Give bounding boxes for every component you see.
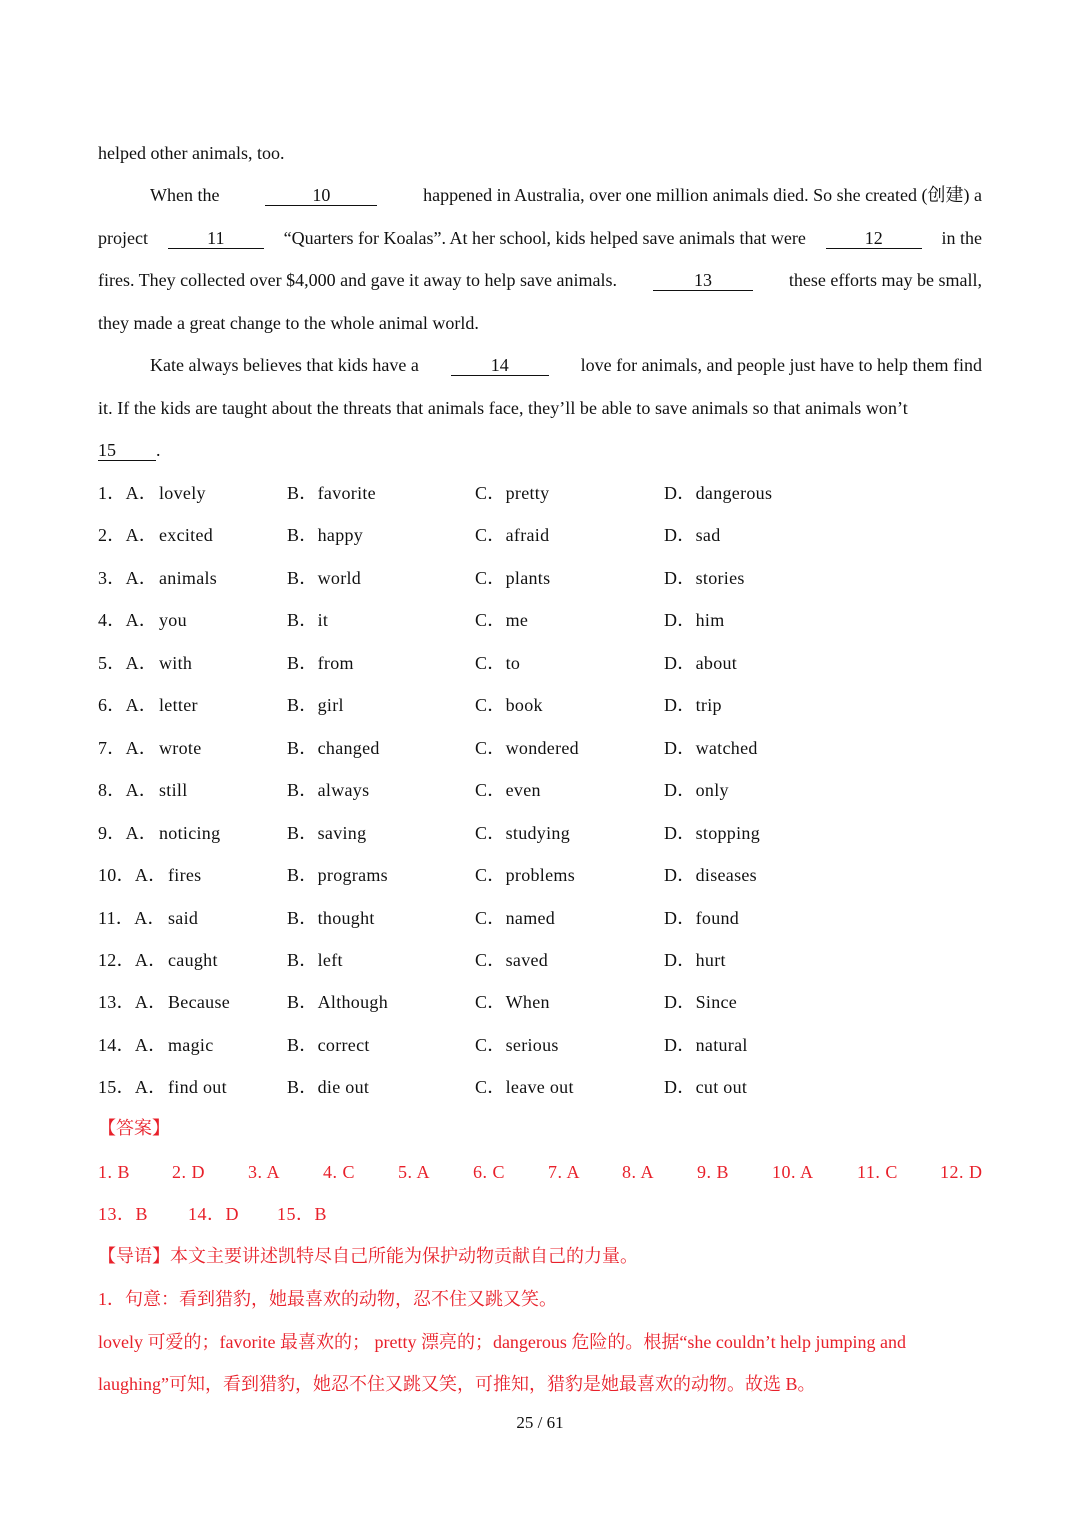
option-d: D．dangerous bbox=[664, 483, 773, 503]
answer-item: 12. D bbox=[940, 1162, 983, 1182]
option-b: B．changed bbox=[287, 738, 380, 758]
option-number: 8．A． bbox=[98, 780, 158, 800]
answer-item: 11. C bbox=[857, 1162, 898, 1182]
option-b: B．programs bbox=[287, 865, 388, 885]
option-c: C．saved bbox=[475, 950, 549, 970]
answer-item: 3. A bbox=[248, 1162, 281, 1182]
option-d: D．natural bbox=[664, 1035, 748, 1055]
option-a: Because bbox=[168, 992, 231, 1012]
option-number: 9．A． bbox=[98, 823, 158, 843]
option-c: C．plants bbox=[475, 568, 551, 588]
option-a: animals bbox=[159, 568, 218, 588]
option-row bbox=[98, 608, 898, 632]
answer-row-1 bbox=[98, 1160, 982, 1184]
option-number: 7．A． bbox=[98, 738, 158, 758]
option-c: C．book bbox=[475, 695, 543, 715]
explanation-q1-detail: laughing”可知，看到猎豹，她忍不住又跳又笑，可推知，猎豹是她最喜欢的动物。故选 B。 bbox=[98, 1374, 816, 1394]
answer-item: 14．D bbox=[188, 1204, 239, 1224]
blank-12: 12 bbox=[826, 228, 922, 249]
option-number: 12．A． bbox=[98, 950, 167, 970]
answer-heading: 【答案】 bbox=[98, 1118, 170, 1138]
blank-13: 13 bbox=[653, 270, 753, 291]
option-b: B．correct bbox=[287, 1035, 370, 1055]
answer-item: 8. A bbox=[622, 1162, 655, 1182]
option-c: C．even bbox=[475, 780, 541, 800]
option-row bbox=[98, 1033, 898, 1057]
option-d: D．cut out bbox=[664, 1077, 748, 1097]
explanation-q1: 1．句意：看到猎豹，她最喜欢的动物，忍不住又跳又笑。 bbox=[98, 1289, 557, 1309]
answer-item: 1. B bbox=[98, 1162, 131, 1182]
option-d: D．stories bbox=[664, 568, 745, 588]
option-row bbox=[98, 651, 898, 675]
option-number: 14．A． bbox=[98, 1035, 167, 1055]
option-a: letter bbox=[159, 695, 198, 715]
option-d: D．trip bbox=[664, 695, 722, 715]
option-row bbox=[98, 948, 898, 972]
passage-line: it. If the kids are taught about the threats that animals face, they’ll be able to save animals so that animals won’t bbox=[98, 398, 908, 418]
option-c: C．studying bbox=[475, 823, 571, 843]
answer-item: 9. B bbox=[697, 1162, 730, 1182]
option-c: C．wondered bbox=[475, 738, 579, 758]
option-d: D．Since bbox=[664, 992, 738, 1012]
option-d: D．stopping bbox=[664, 823, 761, 843]
option-number: 5．A． bbox=[98, 653, 158, 673]
option-b: B．Although bbox=[287, 992, 389, 1012]
option-c: C．pretty bbox=[475, 483, 550, 503]
blank-11: 11 bbox=[168, 228, 264, 249]
answer-item: 4. C bbox=[323, 1162, 356, 1182]
blank-15: 15 bbox=[98, 440, 156, 461]
option-row bbox=[98, 481, 898, 505]
option-b: B．happy bbox=[287, 525, 364, 545]
option-a: excited bbox=[159, 525, 214, 545]
option-number: 3．A． bbox=[98, 568, 158, 588]
option-number: 10．A． bbox=[98, 865, 167, 885]
option-c: C．serious bbox=[475, 1035, 559, 1055]
option-number: 1．A． bbox=[98, 483, 158, 503]
option-b: B．die out bbox=[287, 1077, 370, 1097]
passage-line: project 11 “Quarters for Koalas”. At her school, kids helped save animals that were 12 in the bbox=[98, 228, 982, 248]
option-b: B．favorite bbox=[287, 483, 376, 503]
passage-line: helped other animals, too. bbox=[98, 143, 285, 163]
option-d: D．watched bbox=[664, 738, 758, 758]
option-row bbox=[98, 863, 898, 887]
answer-item: 5. A bbox=[398, 1162, 431, 1182]
option-a: noticing bbox=[159, 823, 221, 843]
option-a: magic bbox=[168, 1035, 214, 1055]
option-d: D．hurt bbox=[664, 950, 726, 970]
passage-line: they made a great change to the whole animal world. bbox=[98, 313, 479, 333]
answer-item: 7. A bbox=[548, 1162, 581, 1182]
option-b: B．girl bbox=[287, 695, 344, 715]
answer-row-2 bbox=[98, 1202, 982, 1226]
option-row bbox=[98, 693, 898, 717]
option-b: B．from bbox=[287, 653, 354, 673]
option-number: 2．A． bbox=[98, 525, 158, 545]
passage-line: 15 . bbox=[98, 440, 161, 460]
blank-10: 10 bbox=[265, 185, 377, 206]
answer-item: 13．B bbox=[98, 1204, 149, 1224]
answer-item: 10. A bbox=[772, 1162, 814, 1182]
option-d: D．him bbox=[664, 610, 725, 630]
option-a: said bbox=[168, 908, 199, 928]
option-number: 4．A． bbox=[98, 610, 158, 630]
option-c: C．to bbox=[475, 653, 521, 673]
option-number: 6．A． bbox=[98, 695, 158, 715]
option-a: fires bbox=[168, 865, 202, 885]
option-row bbox=[98, 523, 898, 547]
option-d: D．diseases bbox=[664, 865, 757, 885]
page-number: 25 / 61 bbox=[516, 1413, 564, 1432]
option-row bbox=[98, 1075, 898, 1099]
option-d: D．sad bbox=[664, 525, 721, 545]
option-b: B．left bbox=[287, 950, 343, 970]
option-number: 15．A． bbox=[98, 1077, 167, 1097]
option-a: wrote bbox=[159, 738, 202, 758]
passage-line: When the 10 happened in Australia, over one million animals died. So she created (创建) a bbox=[150, 185, 982, 205]
explanation-intro: 【导语】本文主要讲述凯特尽自己所能为保护动物贡献自己的力量。 bbox=[98, 1246, 638, 1266]
answer-item: 15．B bbox=[277, 1204, 328, 1224]
option-c: C．problems bbox=[475, 865, 575, 885]
option-row bbox=[98, 990, 898, 1014]
explanation-q1-detail: lovely 可爱的；favorite 最喜欢的； pretty 漂亮的；dangerous 危险的。根据“she couldn’t help jumping and bbox=[98, 1332, 907, 1352]
passage-line: fires. They collected over $4,000 and gave it away to help save animals. 13 these efforts may be small, bbox=[98, 270, 982, 290]
option-a: caught bbox=[168, 950, 218, 970]
option-b: B．it bbox=[287, 610, 329, 630]
answer-item: 2. D bbox=[172, 1162, 205, 1182]
option-row bbox=[98, 566, 898, 590]
option-row bbox=[98, 906, 898, 930]
option-b: B．always bbox=[287, 780, 370, 800]
option-c: C．When bbox=[475, 992, 550, 1012]
option-row bbox=[98, 821, 898, 845]
option-number: 11．A． bbox=[98, 908, 166, 928]
option-d: D．about bbox=[664, 653, 738, 673]
option-number: 13．A． bbox=[98, 992, 167, 1012]
option-d: D．only bbox=[664, 780, 729, 800]
option-a: you bbox=[159, 610, 187, 630]
blank-14: 14 bbox=[451, 355, 549, 376]
option-a: still bbox=[159, 780, 188, 800]
option-c: C．afraid bbox=[475, 525, 550, 545]
answer-item: 6. C bbox=[473, 1162, 506, 1182]
option-c: C．named bbox=[475, 908, 556, 928]
option-c: C．me bbox=[475, 610, 529, 630]
option-c: C．leave out bbox=[475, 1077, 574, 1097]
option-b: B．thought bbox=[287, 908, 375, 928]
option-a: lovely bbox=[159, 483, 206, 503]
option-row bbox=[98, 778, 898, 802]
option-a: find out bbox=[168, 1077, 227, 1097]
option-d: D．found bbox=[664, 908, 740, 928]
option-a: with bbox=[159, 653, 193, 673]
option-b: B．world bbox=[287, 568, 362, 588]
passage-line: Kate always believes that kids have a 14 love for animals, and people just have to help them find bbox=[150, 355, 982, 375]
option-b: B．saving bbox=[287, 823, 367, 843]
option-row bbox=[98, 736, 898, 760]
